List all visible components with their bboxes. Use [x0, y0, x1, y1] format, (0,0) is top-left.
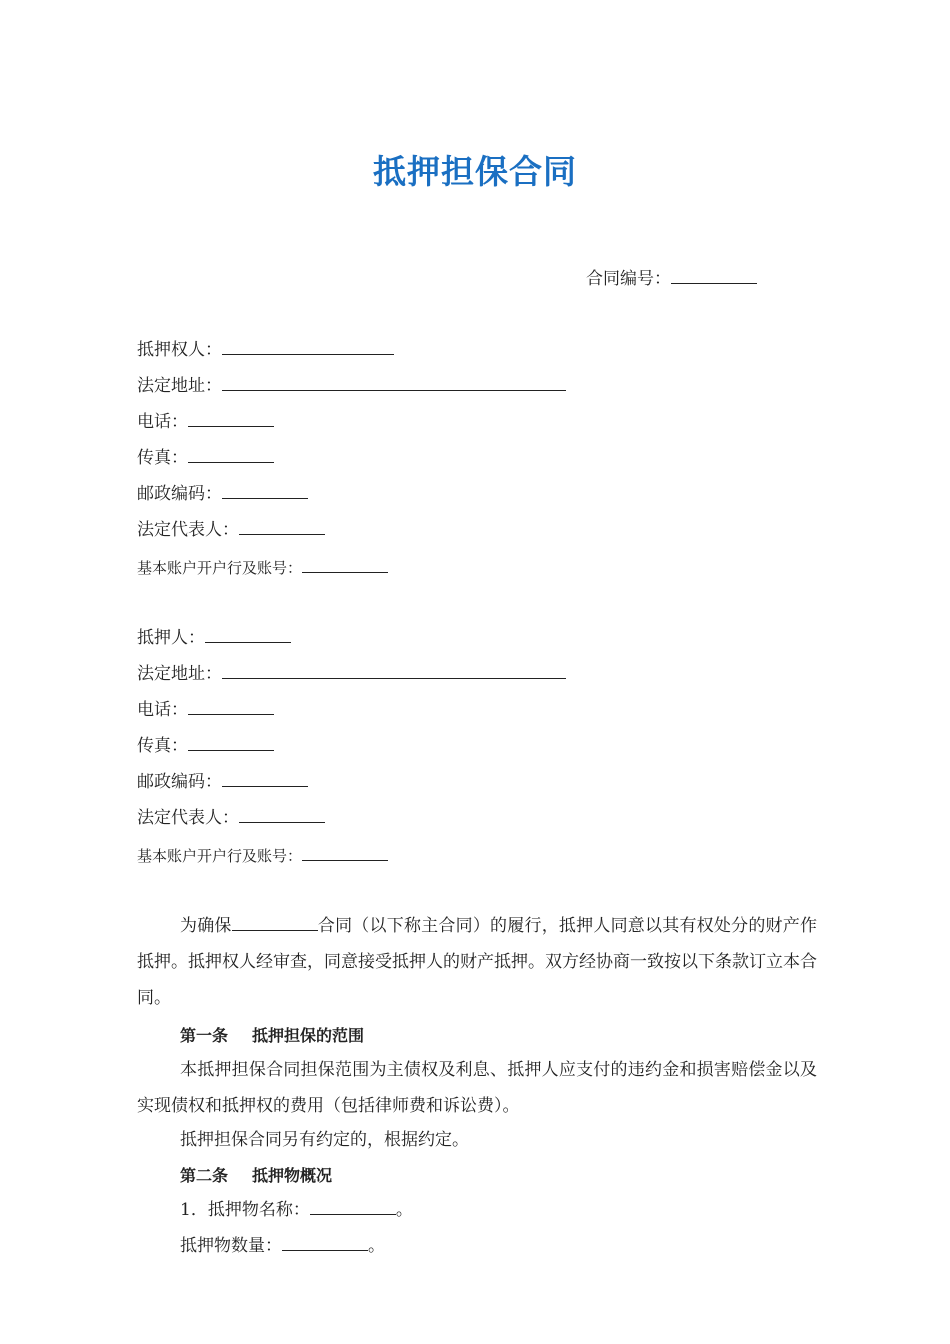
- collateral-name-suffix: 。: [395, 1200, 413, 1220]
- mortgagee-phone-field: [137, 408, 274, 432]
- document-title: 抵押担保合同: [373, 152, 577, 191]
- mortgagee-representative-blank[interactable]: [239, 516, 325, 535]
- mortgagor-representative-field: [137, 804, 325, 828]
- mortgagor-name-label: 抵押人：: [137, 628, 205, 648]
- collateral-name-label: 抵押物名称：: [207, 1200, 310, 1220]
- article-1-title: 抵押担保的范围: [252, 1026, 365, 1045]
- mortgagor-fax-field: [137, 732, 274, 756]
- mortgagor-postcode-blank[interactable]: [222, 768, 308, 787]
- mortgagee-name-label: 抵押权人：: [137, 340, 222, 360]
- collateral-quantity-blank[interactable]: [282, 1232, 368, 1251]
- article-2-title: 抵押物概况: [252, 1166, 333, 1185]
- collateral-quantity-field: [180, 1232, 385, 1260]
- article-2-number: 第二条: [180, 1166, 229, 1185]
- collateral-quantity-suffix: 。: [368, 1236, 385, 1256]
- mortgagor-name-blank[interactable]: [205, 624, 291, 643]
- article-1-text-1: 本抵押担保合同担保范围为主债权及利息、抵押人应支付的违约金和损害赔偿金以及实现债权和抵押权的费用（包括律师费和诉讼费）。: [137, 1060, 817, 1116]
- mortgagee-name-blank[interactable]: [222, 336, 394, 355]
- mortgagee-bank-field: [137, 554, 388, 578]
- mortgagee-name-field: [137, 336, 394, 360]
- collateral-item-number: 1．: [180, 1200, 208, 1220]
- mortgagor-bank-field: [137, 842, 388, 866]
- mortgagee-address-field: [137, 372, 566, 396]
- mortgagor-representative-blank[interactable]: [239, 804, 325, 823]
- mortgagor-postcode-field: [137, 768, 308, 792]
- mortgagee-fax-field: [137, 444, 274, 468]
- mortgagor-phone-label: 电话：: [137, 700, 188, 720]
- mortgagor-bank-blank[interactable]: [302, 842, 388, 861]
- mortgagor-address-field: [137, 660, 566, 684]
- collateral-name-field: [180, 1196, 413, 1224]
- mortgagee-address-label: 法定地址：: [137, 376, 222, 396]
- mortgagor-name-field: [137, 624, 291, 648]
- mortgagor-phone-blank[interactable]: [188, 696, 274, 715]
- mortgagee-address-blank[interactable]: [222, 372, 566, 391]
- contract-number-blank[interactable]: [671, 265, 757, 284]
- main-contract-blank[interactable]: [232, 912, 318, 931]
- preamble-paragraph: [137, 908, 817, 1016]
- article-1-paragraph-2: 抵押担保合同另有约定的，根据约定。: [180, 1130, 469, 1150]
- mortgagor-representative-label: 法定代表人：: [137, 808, 239, 828]
- article-2-heading: [180, 1162, 332, 1190]
- mortgagee-phone-blank[interactable]: [188, 408, 274, 427]
- collateral-name-blank[interactable]: [310, 1196, 396, 1215]
- article-1-heading: [180, 1022, 364, 1050]
- contract-number-field: [586, 264, 757, 289]
- mortgagee-bank-blank[interactable]: [302, 554, 388, 573]
- preamble-text-2: 合同（以下称主合同）的履行，抵押人同意以其有权处分的财产作抵押。抵押权人经审查，同意接受抵押人的财产抵押。双方经协商一致按以下条款订立本合同。: [137, 916, 817, 1008]
- preamble-text-1: 为确保: [180, 916, 232, 936]
- article-1-number: 第一条: [180, 1026, 229, 1045]
- mortgagee-representative-label: 法定代表人：: [137, 520, 239, 540]
- mortgagor-bank-label: 基本账户开户行及账号：: [137, 847, 303, 865]
- article-1-paragraph-1: [137, 1052, 817, 1124]
- mortgagor-address-label: 法定地址：: [137, 664, 222, 684]
- collateral-quantity-label: 抵押物数量：: [180, 1236, 282, 1256]
- contract-number-label: 合同编号：: [586, 269, 671, 289]
- mortgagor-fax-blank[interactable]: [188, 732, 274, 751]
- mortgagee-phone-label: 电话：: [137, 412, 188, 432]
- mortgagee-bank-label: 基本账户开户行及账号：: [137, 559, 303, 577]
- mortgagor-phone-field: [137, 696, 274, 720]
- mortgagor-address-blank[interactable]: [222, 660, 566, 679]
- mortgagor-postcode-label: 邮政编码：: [137, 772, 222, 792]
- mortgagee-postcode-label: 邮政编码：: [137, 484, 222, 504]
- mortgagee-postcode-blank[interactable]: [222, 480, 308, 499]
- mortgagee-fax-blank[interactable]: [188, 444, 274, 463]
- mortgagor-fax-label: 传真：: [137, 736, 188, 756]
- mortgagee-postcode-field: [137, 480, 308, 504]
- mortgagee-representative-field: [137, 516, 325, 540]
- mortgagee-fax-label: 传真：: [137, 448, 188, 468]
